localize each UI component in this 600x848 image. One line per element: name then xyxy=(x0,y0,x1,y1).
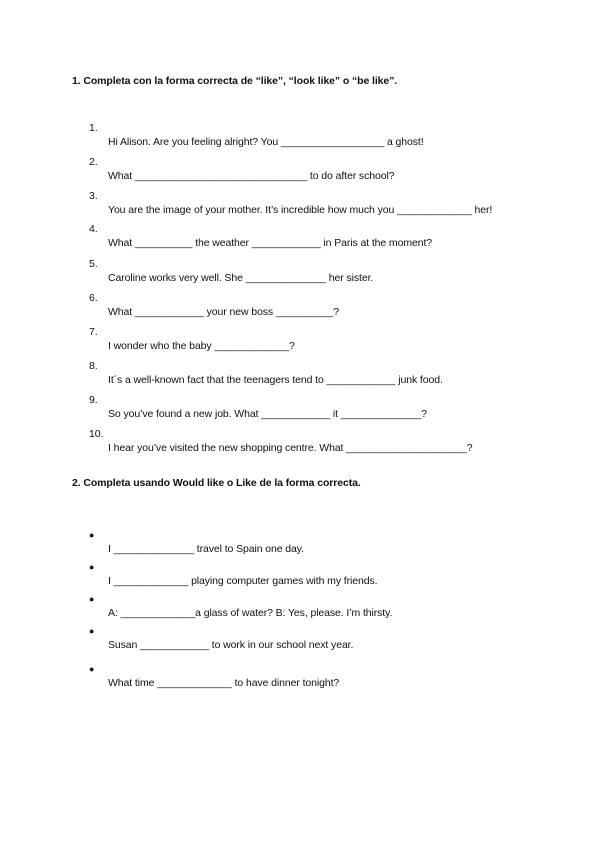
item-text: A: _____________a glass of water? B: Yes, please. I’m thirsty. xyxy=(108,607,393,619)
item-text: So you’ve found a new job. What ____________ it ______________? xyxy=(108,408,427,420)
item-number: 7. xyxy=(89,326,98,338)
section-2-heading: 2. Completa usando Would like o Like de la forma correcta. xyxy=(72,477,361,489)
item-text: I wonder who the baby _____________? xyxy=(108,340,295,352)
item-text: I ______________ travel to Spain one day. xyxy=(108,543,304,555)
item-text: What ______________________________ to do after school? xyxy=(108,170,395,182)
bullet-item-5 xyxy=(0,648,340,690)
bullet-icon: ● xyxy=(89,594,95,604)
item-number: 10. xyxy=(89,428,104,440)
bullet-icon: ● xyxy=(89,530,95,540)
item-text: Susan ____________ to work in our school next year. xyxy=(108,639,354,651)
item-number: 6. xyxy=(89,292,98,304)
section-1-heading: 1. Completa con la forma correcta de “like”, “look like” o “be like”. xyxy=(72,75,398,87)
item-text: I _____________ playing computer games with my friends. xyxy=(108,575,378,587)
item-text: Hi Alison. Are you feeling alright? You __________________ a ghost! xyxy=(108,136,424,148)
item-text: I hear you’ve visited the new shopping centre. What _____________________? xyxy=(108,442,473,454)
item-text: It´s a well-known fact that the teenagers tend to ____________ junk food. xyxy=(108,374,443,386)
item-number: 3. xyxy=(89,190,98,202)
bullet-icon: ● xyxy=(89,562,95,572)
item-number: 9. xyxy=(89,394,98,406)
item-text: You are the image of your mother. It’s incredible how much you _____________ her! xyxy=(108,204,493,216)
item-number: 4. xyxy=(89,223,98,235)
bullet-icon: ● xyxy=(89,664,95,674)
item-text: What time _____________ to have dinner tonight? xyxy=(108,677,340,689)
item-number: 1. xyxy=(89,122,98,134)
item-number: 8. xyxy=(89,360,98,372)
bullet-icon: ● xyxy=(89,626,95,636)
item-text: Caroline works very well. She ______________ her sister. xyxy=(108,272,374,284)
item-text: What ____________ your new boss __________? xyxy=(108,306,339,318)
item-number: 5. xyxy=(89,258,98,270)
item-text: What __________ the weather ____________ in Paris at the moment? xyxy=(108,237,433,249)
item-number: 2. xyxy=(89,156,98,168)
